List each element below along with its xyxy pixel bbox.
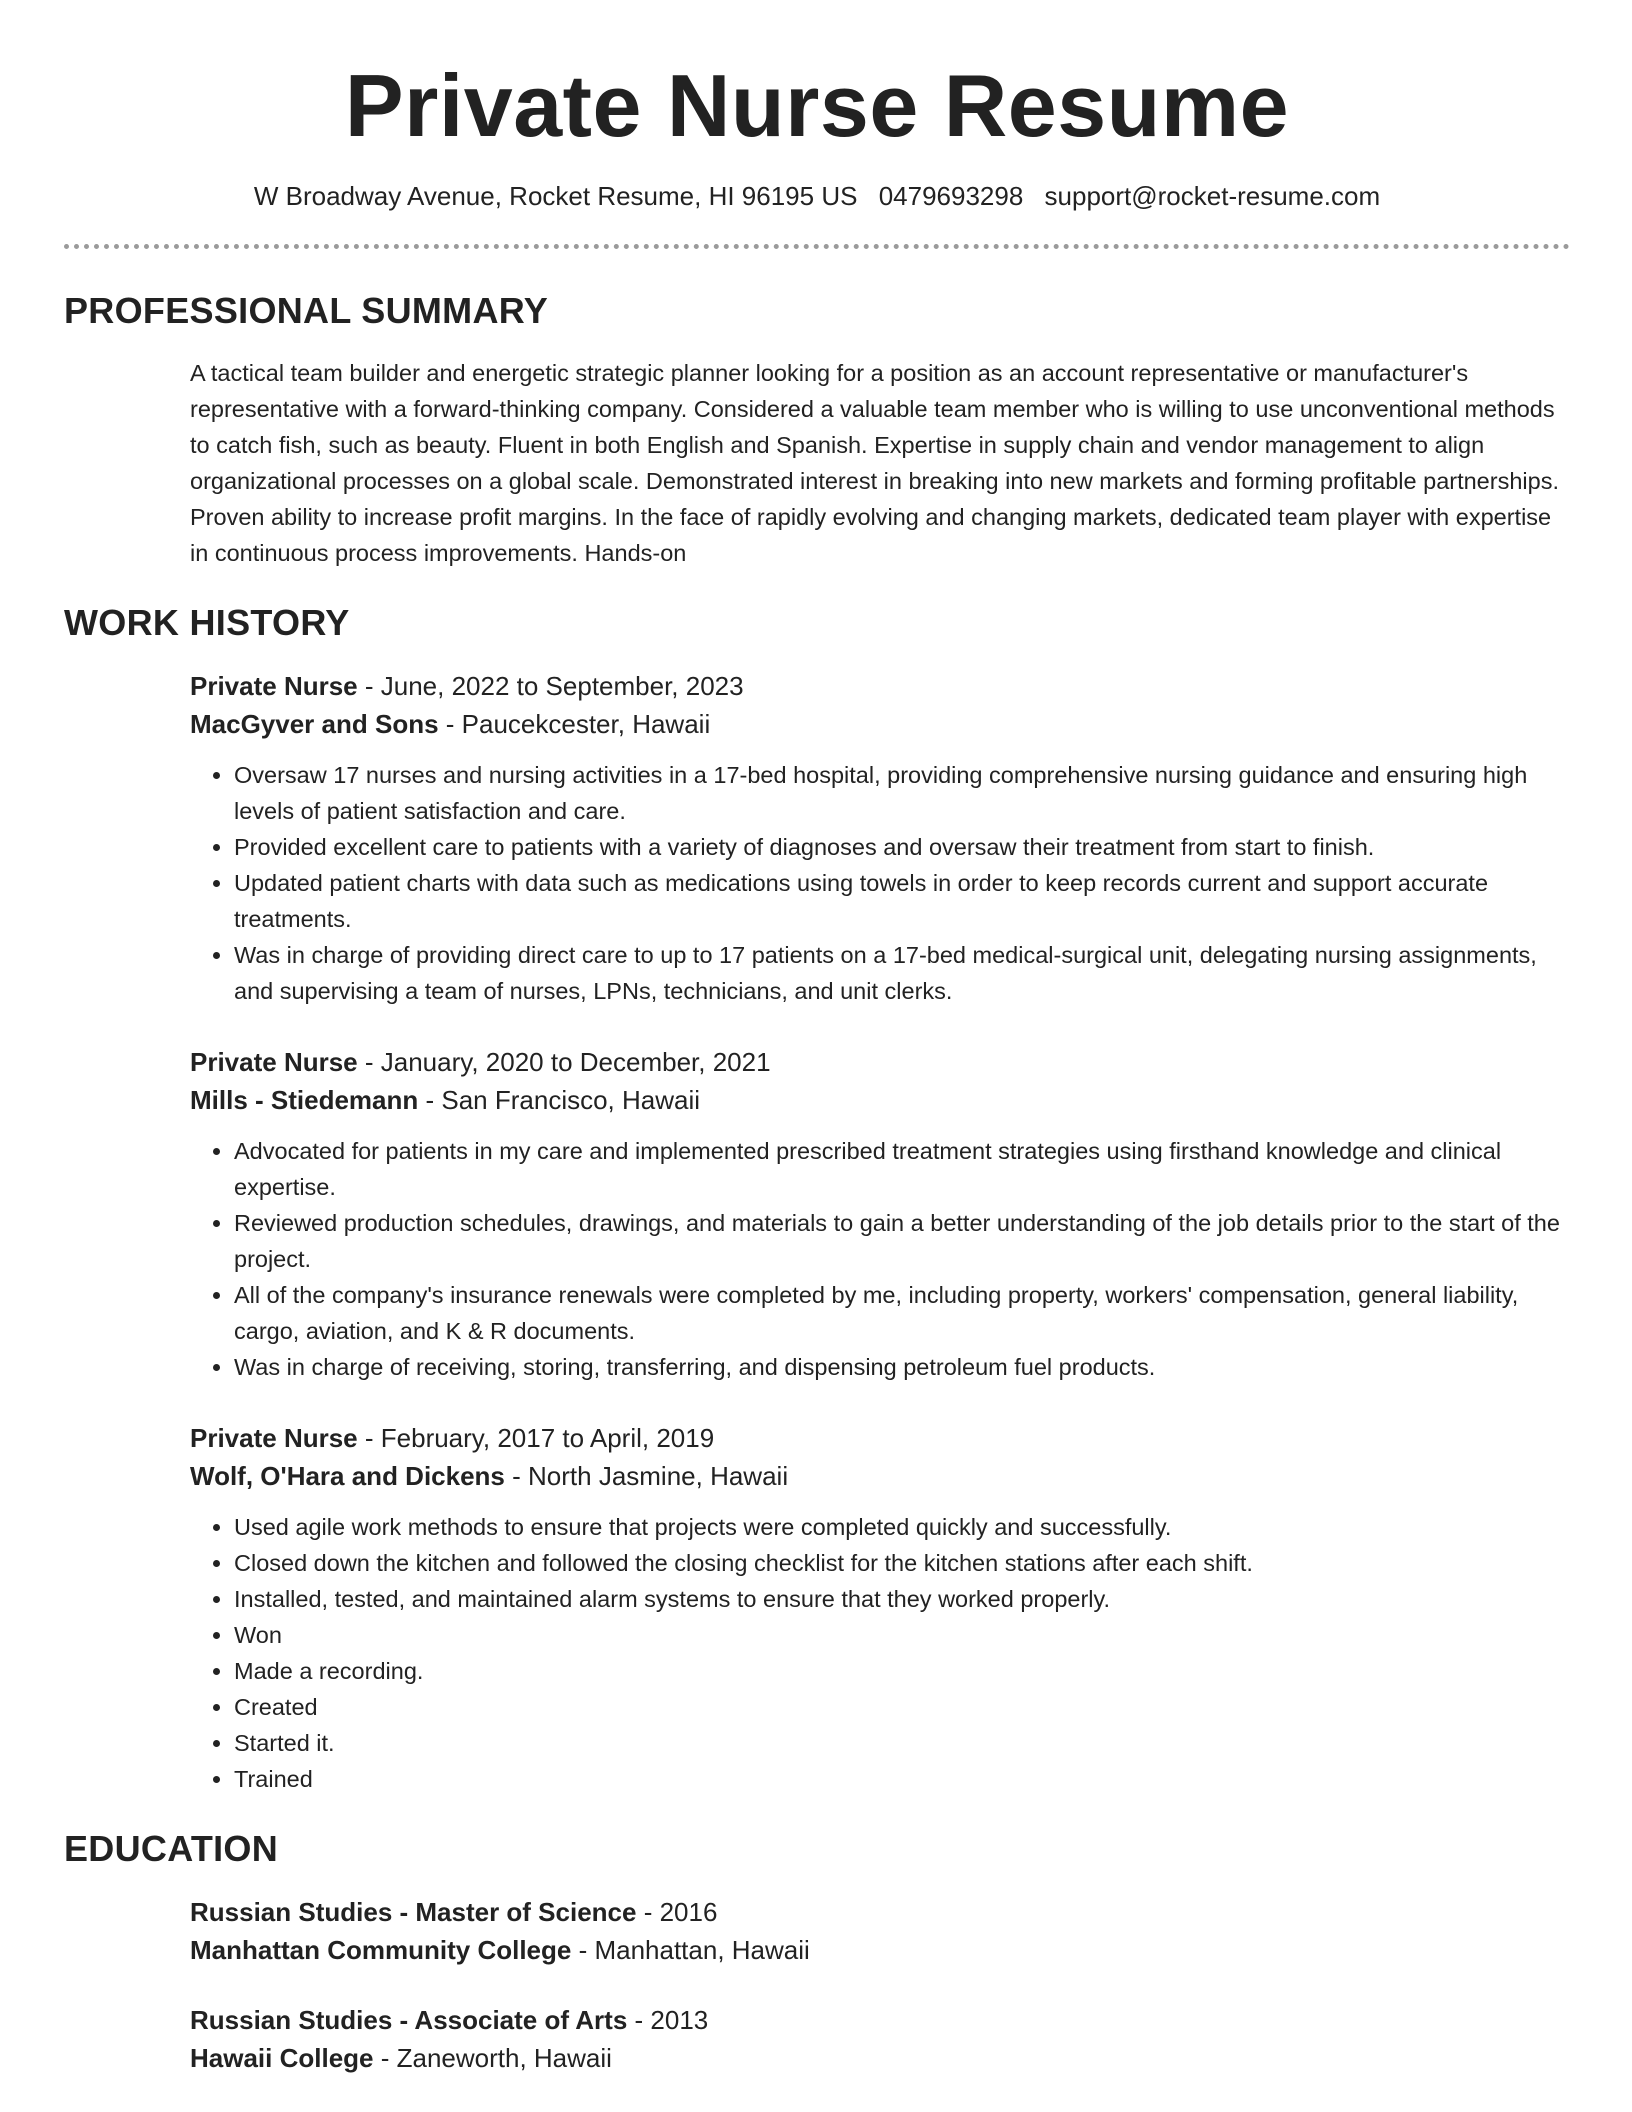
- job-entry: [190, 1043, 1570, 1385]
- job-bullet: • Was in charge of providing direct care to up to 17 patients on a 17-bed medical-surgical unit, delegating nursing assignments, and supervising a team of nurses, LPNs, technicians, and unit clerks.: [234, 937, 1570, 1009]
- education-entry: [190, 1893, 1570, 1969]
- job-title-line: [190, 1419, 1570, 1457]
- job-dates: - February, 2017 to April, 2019: [357, 1423, 715, 1453]
- job-bullet: • Closed down the kitchen and followed the closing checklist for the kitchen stations after each shift.: [234, 1545, 1570, 1581]
- work-history-heading: WORK HISTORY: [64, 602, 350, 643]
- contact-address: W Broadway Avenue, Rocket Resume, HI 96195 US: [253, 181, 858, 211]
- job-dates: - June, 2022 to September, 2023: [357, 671, 744, 701]
- job-company-line: [190, 705, 1570, 743]
- contact-phone: 0479693298: [878, 181, 1024, 211]
- job-entry: [190, 1419, 1570, 1797]
- job-entry: [190, 667, 1570, 1009]
- header-divider: [64, 244, 1570, 249]
- job-bullet: • Used agile work methods to ensure that projects were completed quickly and successfully.: [234, 1509, 1570, 1545]
- job-title-line: [190, 1043, 1570, 1081]
- education-location: - Manhattan, Hawaii: [571, 1935, 810, 1965]
- job-bullet: • Created: [234, 1689, 1570, 1725]
- education-heading: EDUCATION: [64, 1828, 279, 1869]
- education-degree-line: [190, 1893, 1570, 1931]
- education-school: Hawaii College: [190, 2043, 374, 2073]
- education-school-line: [190, 1931, 1570, 1969]
- education-degree: Russian Studies - Master of Science: [190, 1897, 637, 1927]
- resume-title: Private Nurse Resume: [344, 56, 1290, 155]
- job-bullet: • Won: [234, 1617, 1570, 1653]
- job-bullet: • Trained: [234, 1761, 1570, 1797]
- education-location: - Zaneworth, Hawaii: [373, 2043, 612, 2073]
- job-company-line: [190, 1457, 1570, 1495]
- job-location: - San Francisco, Hawaii: [418, 1085, 701, 1115]
- job-company-line: [190, 1081, 1570, 1119]
- job-bullet: • Oversaw 17 nurses and nursing activities in a 17-bed hospital, providing comprehensive nursing guidance and ensuring high levels of patient satisfaction and care.: [234, 757, 1570, 829]
- job-title: Private Nurse: [190, 1047, 358, 1077]
- job-bullet: • Was in charge of receiving, storing, transferring, and dispensing petroleum fuel products.: [234, 1349, 1570, 1385]
- contact-info: [64, 178, 1570, 214]
- education-section: [64, 1893, 1570, 2077]
- summary-heading: PROFESSIONAL SUMMARY: [64, 290, 549, 331]
- education-year: - 2013: [627, 2005, 709, 2035]
- education-school: Manhattan Community College: [190, 1935, 572, 1965]
- job-title: Private Nurse: [190, 671, 358, 701]
- education-year: - 2016: [636, 1897, 718, 1927]
- education-entry: [190, 2001, 1570, 2077]
- education-degree-line: [190, 2001, 1570, 2039]
- job-location: - Paucekcester, Hawaii: [438, 709, 711, 739]
- job-bullet: • All of the company's insurance renewals were completed by me, including property, workers' compensation, general liability, cargo, aviation, and K & R documents.: [234, 1277, 1570, 1349]
- job-bullets: [190, 757, 1570, 1009]
- job-location: - North Jasmine, Hawaii: [504, 1461, 789, 1491]
- job-bullet: • Started it.: [234, 1725, 1570, 1761]
- job-bullet: • Made a recording.: [234, 1653, 1570, 1689]
- job-company: Wolf, O'Hara and Dickens: [190, 1461, 505, 1491]
- summary-text: A tactical team builder and energetic strategic planner looking for a position as an account representative or manufacturer's representative with a forward-thinking company. Considered a valuable team member who is willing to use unconventional methods to catch fish, such as beauty. Fluent in both English and Spanish. Expertise in supply chain and vendor management to align organizational processes on a global scale. Demonstrated interest in breaking into new markets and forming profitable partnerships. Proven ability to increase profit margins. In the face of rapidly evolving and changing markets, dedicated team player with expertise in continuous process improvements. Hands-on: [190, 360, 1559, 566]
- summary-section: [64, 355, 1570, 571]
- job-bullets: [190, 1509, 1570, 1797]
- job-company: MacGyver and Sons: [190, 709, 439, 739]
- job-company: Mills - Stiedemann: [190, 1085, 419, 1115]
- contact-email: support@rocket-resume.com: [1044, 181, 1381, 211]
- job-bullet: • Installed, tested, and maintained alarm systems to ensure that they worked properly.: [234, 1581, 1570, 1617]
- job-bullet: • Advocated for patients in my care and implemented prescribed treatment strategies using firsthand knowledge and clinical expertise.: [234, 1133, 1570, 1205]
- job-bullet: • Provided excellent care to patients with a variety of diagnoses and oversaw their treatment from start to finish.: [234, 829, 1570, 865]
- job-dates: - January, 2020 to December, 2021: [357, 1047, 771, 1077]
- education-degree: Russian Studies - Associate of Arts: [190, 2005, 628, 2035]
- job-bullets: [190, 1133, 1570, 1385]
- work-history-section: [64, 667, 1570, 1797]
- education-school-line: [190, 2039, 1570, 2077]
- job-title: Private Nurse: [190, 1423, 358, 1453]
- job-bullet: • Reviewed production schedules, drawings, and materials to gain a better understanding of the job details prior to the start of the project.: [234, 1205, 1570, 1277]
- job-bullet: • Updated patient charts with data such as medications using towels in order to keep records current and support accurate treatments.: [234, 865, 1570, 937]
- job-title-line: [190, 667, 1570, 705]
